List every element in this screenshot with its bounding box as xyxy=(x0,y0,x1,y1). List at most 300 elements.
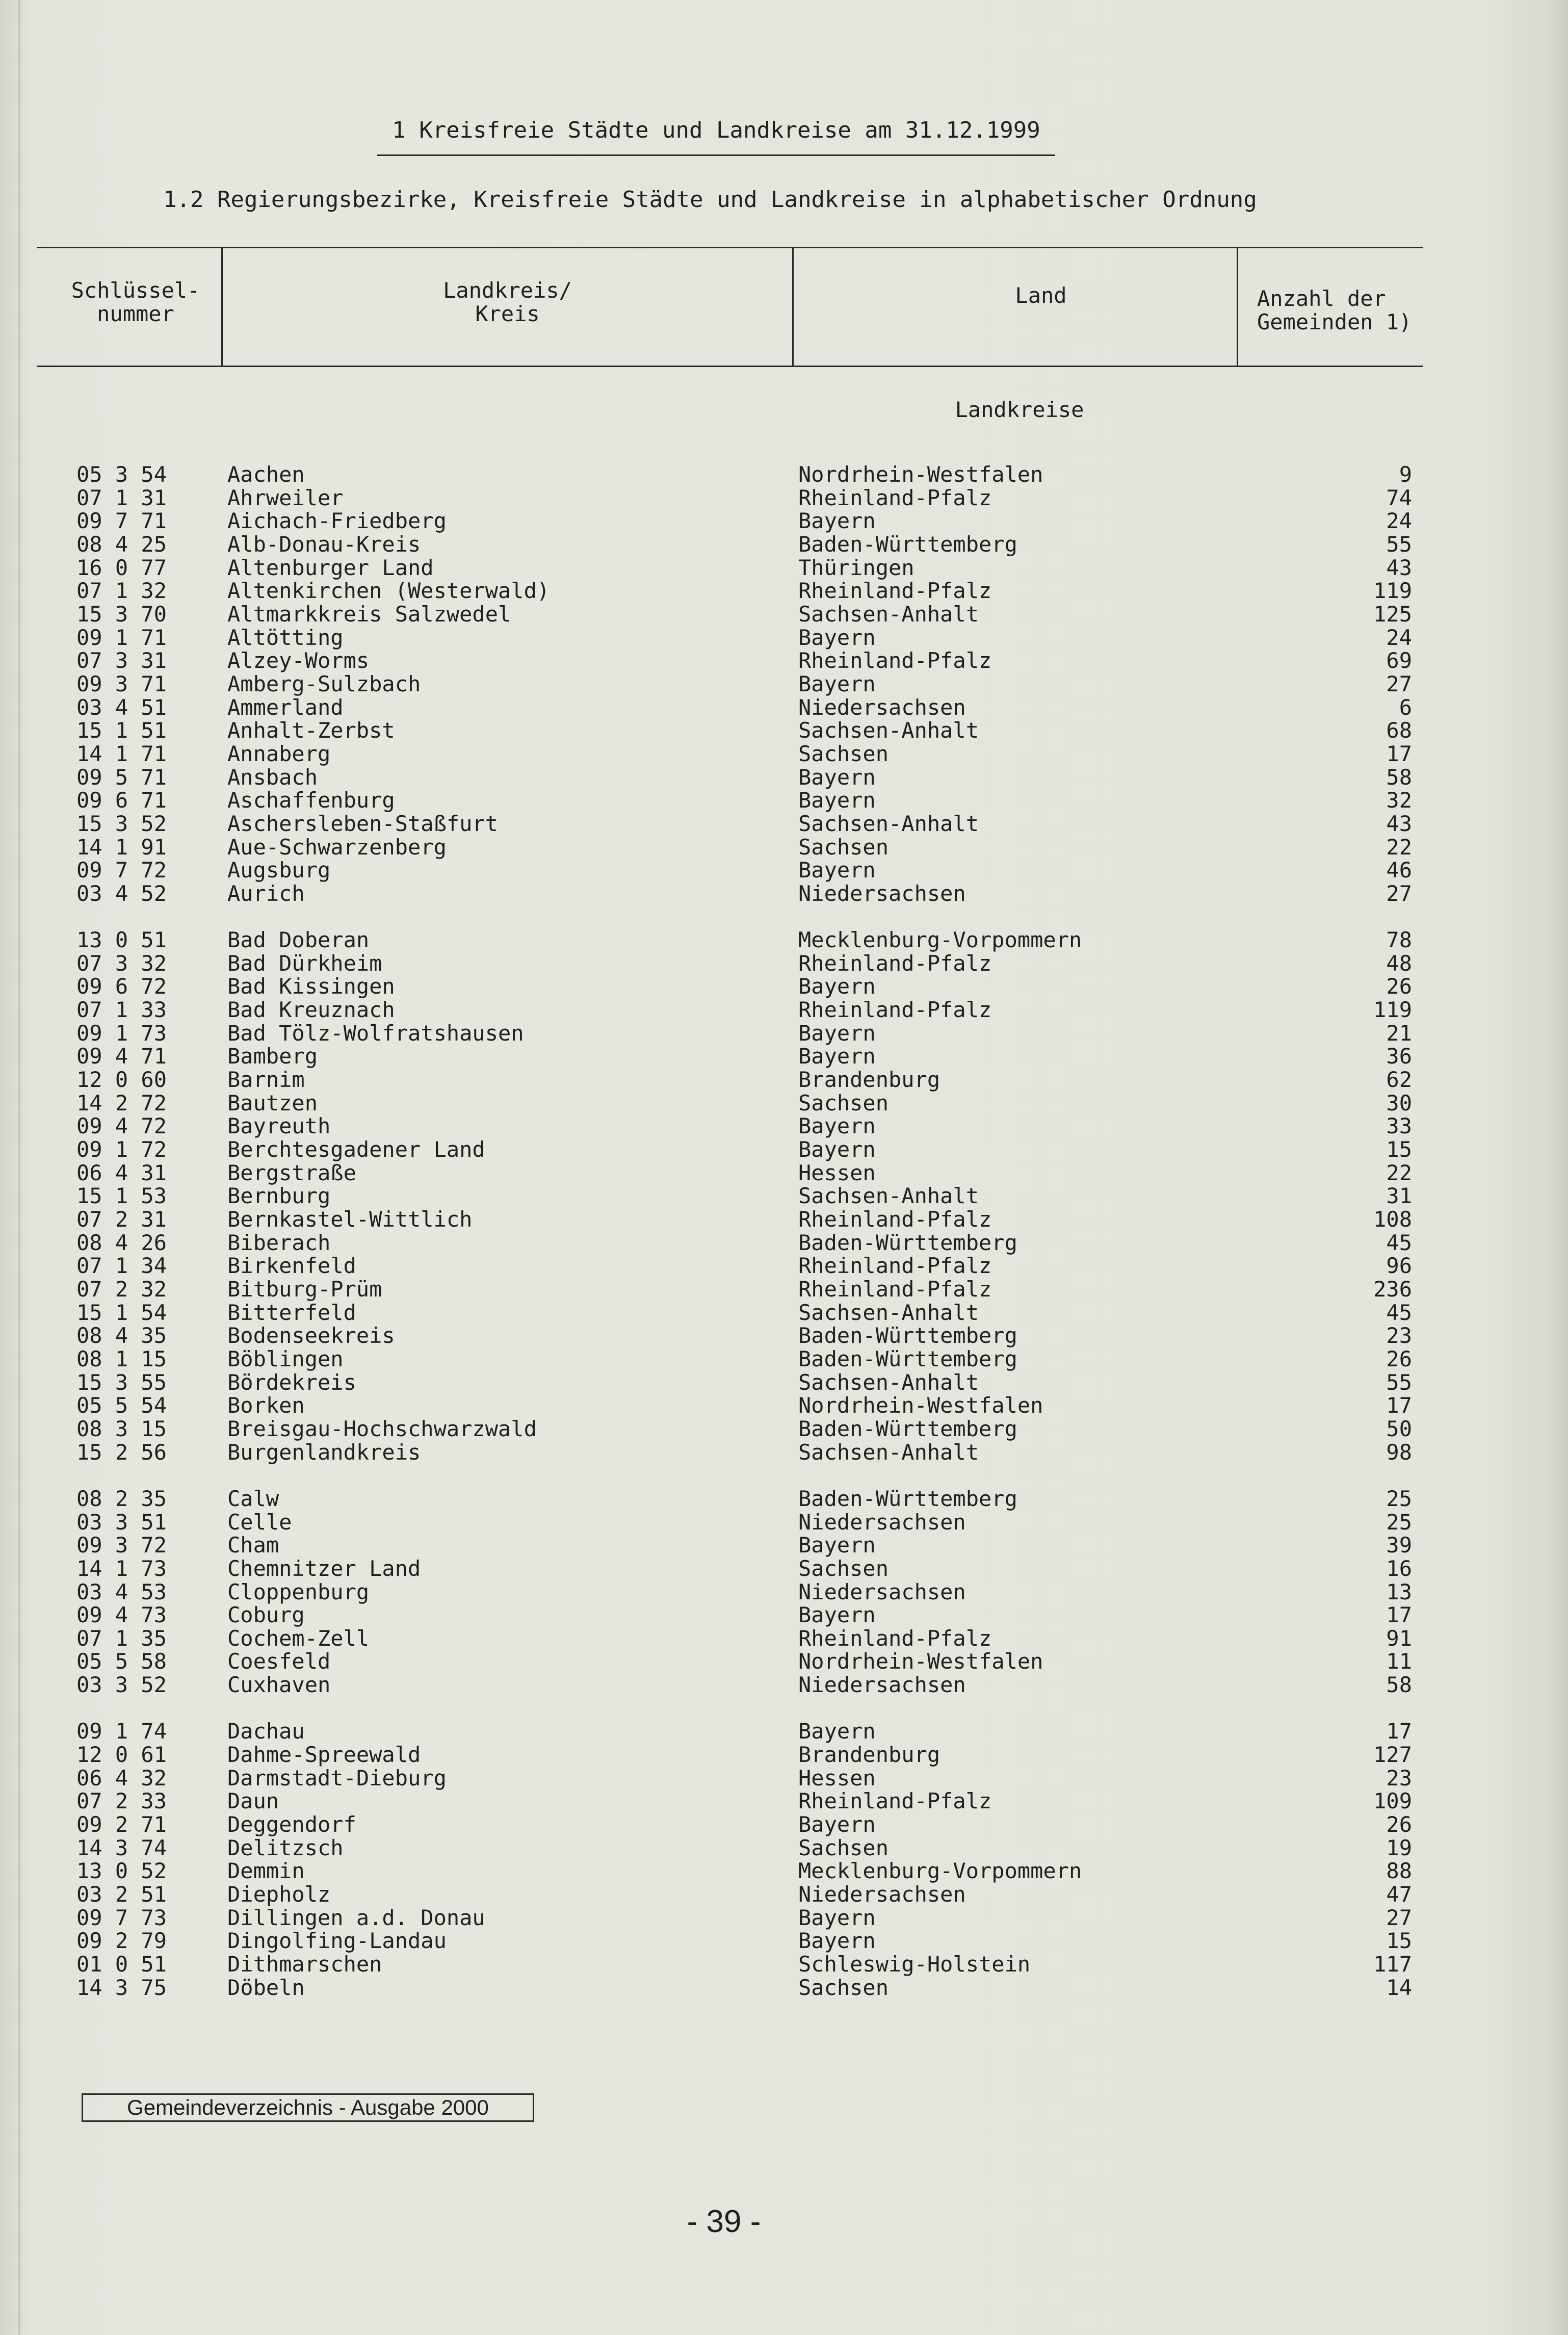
district-cell: Altmarkkreis Salzwedel xyxy=(227,601,511,627)
count-cell: 16 xyxy=(1386,1555,1412,1581)
count-cell: 55 xyxy=(1386,1369,1412,1395)
key-cell: 08 2 35 xyxy=(76,1486,167,1511)
state-cell: Rheinland-Pfalz xyxy=(798,485,992,510)
key-cell: 07 1 34 xyxy=(76,1253,167,1279)
table-row xyxy=(0,1324,1568,1347)
district-cell: Bitterfeld xyxy=(227,1300,356,1325)
count-cell: 17 xyxy=(1386,1602,1412,1628)
chapter-title-underline xyxy=(377,154,1055,156)
district-cell: Bördekreis xyxy=(227,1369,356,1395)
district-cell: Aichach-Friedberg xyxy=(227,508,447,534)
key-cell: 09 7 72 xyxy=(76,858,167,883)
state-cell: Brandenburg xyxy=(798,1067,940,1093)
key-cell: 07 2 32 xyxy=(76,1276,167,1302)
table-row xyxy=(0,603,1568,626)
key-cell: 08 1 15 xyxy=(76,1346,167,1371)
district-cell: Ammerland xyxy=(227,694,344,720)
table-row xyxy=(0,1929,1568,1953)
district-cell: Bad Dürkheim xyxy=(227,950,382,976)
key-cell: 14 2 72 xyxy=(76,1090,167,1115)
table-row xyxy=(0,1184,1568,1208)
district-cell: Dithmarschen xyxy=(227,1952,382,1977)
district-cell: Bitburg-Prüm xyxy=(227,1276,382,1302)
count-cell: 22 xyxy=(1386,1160,1412,1185)
state-cell: Sachsen-Anhalt xyxy=(798,1369,979,1395)
table-row xyxy=(0,1045,1568,1068)
key-cell: 06 4 31 xyxy=(76,1160,167,1185)
table-row xyxy=(0,1114,1568,1138)
district-cell: Biberach xyxy=(227,1230,331,1255)
district-cell: Cham xyxy=(227,1533,279,1558)
count-cell: 91 xyxy=(1386,1625,1412,1651)
table-row xyxy=(0,1511,1568,1534)
district-cell: Demmin xyxy=(227,1858,305,1884)
count-cell: 19 xyxy=(1386,1835,1412,1860)
state-cell: Hessen xyxy=(798,1160,876,1185)
count-cell: 48 xyxy=(1386,950,1412,976)
district-cell: Cloppenburg xyxy=(227,1579,370,1604)
table-row xyxy=(0,1417,1568,1441)
count-cell: 74 xyxy=(1386,485,1412,510)
count-cell: 119 xyxy=(1373,578,1412,604)
key-cell: 07 1 32 xyxy=(76,578,167,604)
table-row xyxy=(0,952,1568,975)
count-cell: 88 xyxy=(1386,1858,1412,1884)
state-cell: Bayern xyxy=(798,1812,876,1837)
key-cell: 13 0 51 xyxy=(76,927,167,953)
count-cell: 125 xyxy=(1373,601,1412,627)
count-cell: 24 xyxy=(1386,625,1412,650)
table-row xyxy=(0,1906,1568,1930)
table-row xyxy=(0,789,1568,812)
key-cell: 09 4 72 xyxy=(76,1113,167,1139)
table-row xyxy=(0,1976,1568,2000)
key-cell: 15 1 51 xyxy=(76,718,167,743)
district-cell: Bad Doberan xyxy=(227,927,370,953)
key-cell: 08 4 35 xyxy=(76,1323,167,1348)
district-cell: Bergstraße xyxy=(227,1160,356,1185)
table-row xyxy=(0,812,1568,836)
key-cell: 12 0 61 xyxy=(76,1742,167,1768)
count-cell: 26 xyxy=(1386,1346,1412,1371)
table-row xyxy=(0,649,1568,672)
column-key-line1: Schlüssel- xyxy=(71,278,200,303)
district-cell: Berchtesgadener Land xyxy=(227,1137,485,1162)
district-cell: Altötting xyxy=(227,625,344,650)
district-cell: Cuxhaven xyxy=(227,1672,331,1698)
table-row xyxy=(0,998,1568,1022)
key-cell: 09 1 71 xyxy=(76,625,167,650)
key-cell: 07 3 32 xyxy=(76,950,167,976)
table-row xyxy=(0,1347,1568,1371)
district-cell: Burgenlandkreis xyxy=(227,1439,421,1465)
district-cell: Breisgau-Hochschwarzwald xyxy=(227,1416,537,1441)
count-cell: 13 xyxy=(1386,1579,1412,1604)
state-cell: Sachsen-Anhalt xyxy=(798,811,979,836)
column-state xyxy=(794,284,1288,366)
district-cell: Delitzsch xyxy=(227,1835,344,1860)
key-cell: 09 7 71 xyxy=(76,508,167,534)
count-cell: 55 xyxy=(1386,531,1412,557)
column-district xyxy=(223,279,792,366)
table-row xyxy=(0,859,1568,882)
key-cell: 09 6 71 xyxy=(76,788,167,813)
count-cell: 98 xyxy=(1386,1439,1412,1465)
count-cell: 17 xyxy=(1386,1719,1412,1744)
count-cell: 236 xyxy=(1373,1276,1412,1302)
district-cell: Coesfeld xyxy=(227,1649,331,1674)
table-row xyxy=(0,1580,1568,1604)
key-cell: 01 0 51 xyxy=(76,1952,167,1977)
state-cell: Sachsen-Anhalt xyxy=(798,601,979,627)
key-cell: 15 3 70 xyxy=(76,601,167,627)
district-cell: Dahme-Spreewald xyxy=(227,1742,421,1768)
table-row xyxy=(0,626,1568,650)
key-cell: 05 5 58 xyxy=(76,1649,167,1674)
table-row xyxy=(0,696,1568,719)
state-cell: Nordrhein-Westfalen xyxy=(798,1393,1043,1418)
key-cell: 07 1 31 xyxy=(76,485,167,510)
state-cell: Bayern xyxy=(798,671,876,696)
table-row xyxy=(0,1743,1568,1767)
state-cell: Mecklenburg-Vorpommern xyxy=(798,927,1082,953)
table-row xyxy=(0,1487,1568,1511)
state-cell: Nordrhein-Westfalen xyxy=(798,1649,1043,1674)
district-cell: Diepholz xyxy=(227,1882,331,1907)
count-cell: 45 xyxy=(1386,1300,1412,1325)
table-row xyxy=(0,882,1568,905)
state-cell: Sachsen-Anhalt xyxy=(798,718,979,743)
state-cell: Hessen xyxy=(798,1765,876,1791)
table-row xyxy=(0,486,1568,510)
state-cell: Niedersachsen xyxy=(798,880,966,906)
district-cell: Darmstadt-Dieburg xyxy=(227,1765,447,1791)
count-cell: 58 xyxy=(1386,1672,1412,1698)
count-cell: 69 xyxy=(1386,648,1412,673)
key-cell: 13 0 52 xyxy=(76,1858,167,1884)
state-cell: Baden-Württemberg xyxy=(798,1486,1017,1511)
state-cell: Bayern xyxy=(798,1719,876,1744)
table-row xyxy=(0,1068,1568,1092)
column-count xyxy=(1257,287,1423,366)
table-row xyxy=(0,509,1568,533)
table-row xyxy=(0,1371,1568,1394)
chapter-title xyxy=(377,115,1055,156)
column-state-label: Land xyxy=(1015,283,1067,308)
state-cell: Rheinland-Pfalz xyxy=(798,578,992,604)
state-cell: Bayern xyxy=(798,858,876,883)
district-cell: Alb-Donau-Kreis xyxy=(227,531,421,557)
table-row xyxy=(0,1394,1568,1417)
state-cell: Niedersachsen xyxy=(798,1579,966,1604)
table-row xyxy=(0,1767,1568,1790)
table-row xyxy=(0,1161,1568,1185)
key-cell: 15 2 56 xyxy=(76,1439,167,1465)
district-cell: Altenkirchen (Westerwald) xyxy=(227,578,550,604)
key-cell: 05 3 54 xyxy=(76,462,167,487)
count-cell: 39 xyxy=(1386,1533,1412,1558)
key-cell: 06 4 32 xyxy=(76,1765,167,1791)
state-cell: Rheinland-Pfalz xyxy=(798,997,992,1023)
table-row xyxy=(0,836,1568,859)
count-cell: 26 xyxy=(1386,1812,1412,1837)
state-cell: Sachsen-Anhalt xyxy=(798,1183,979,1209)
state-cell: Bayern xyxy=(798,625,876,650)
state-cell: Brandenburg xyxy=(798,1742,940,1768)
count-cell: 23 xyxy=(1386,1765,1412,1791)
key-cell: 07 1 33 xyxy=(76,997,167,1023)
table-row xyxy=(0,556,1568,580)
table-row xyxy=(0,533,1568,556)
count-cell: 27 xyxy=(1386,1905,1412,1930)
state-cell: Thüringen xyxy=(798,555,914,580)
count-cell: 43 xyxy=(1386,811,1412,836)
district-cell: Augsburg xyxy=(227,858,331,883)
key-cell: 09 6 72 xyxy=(76,974,167,999)
state-cell: Baden-Württemberg xyxy=(798,1230,1017,1255)
count-cell: 22 xyxy=(1386,834,1412,860)
count-cell: 36 xyxy=(1386,1044,1412,1069)
chapter-title-text: 1 Kreisfreie Städte und Landkreise am 31.12.1999 xyxy=(392,117,1040,143)
district-cell: Bad Kreuznach xyxy=(227,997,395,1023)
district-cell: Borken xyxy=(227,1393,305,1418)
district-cell: Annaberg xyxy=(227,741,331,766)
district-cell: Aachen xyxy=(227,462,305,487)
key-cell: 09 5 71 xyxy=(76,764,167,790)
district-cell: Coburg xyxy=(227,1602,305,1628)
table-row xyxy=(0,1231,1568,1255)
state-cell: Bayern xyxy=(798,788,876,813)
key-cell: 03 2 51 xyxy=(76,1882,167,1907)
key-cell: 14 1 71 xyxy=(76,741,167,766)
district-cell: Celle xyxy=(227,1509,292,1535)
state-cell: Bayern xyxy=(798,974,876,999)
district-cell: Anhalt-Zerbst xyxy=(227,718,395,743)
district-cell: Bad Kissingen xyxy=(227,974,395,999)
state-cell: Bayern xyxy=(798,764,876,790)
state-cell: Bayern xyxy=(798,1020,876,1046)
table-row xyxy=(0,1441,1568,1464)
state-cell: Bayern xyxy=(798,1533,876,1558)
table-row xyxy=(0,719,1568,742)
table-row xyxy=(0,928,1568,952)
count-cell: 109 xyxy=(1373,1788,1412,1814)
table-header xyxy=(37,247,1423,367)
key-cell: 09 3 71 xyxy=(76,671,167,696)
state-cell: Baden-Württemberg xyxy=(798,1416,1017,1441)
key-cell: 14 3 74 xyxy=(76,1835,167,1860)
district-cell: Birkenfeld xyxy=(227,1253,356,1279)
state-cell: Bayern xyxy=(798,1044,876,1069)
column-district-line1: Landkreis/ xyxy=(443,278,572,303)
district-cell: Dachau xyxy=(227,1719,305,1744)
district-cell: Ansbach xyxy=(227,764,318,790)
count-cell: 119 xyxy=(1373,997,1412,1023)
count-cell: 27 xyxy=(1386,671,1412,696)
key-cell: 08 4 25 xyxy=(76,531,167,557)
header-divider xyxy=(1237,248,1238,366)
table-row xyxy=(0,766,1568,789)
state-cell: Rheinland-Pfalz xyxy=(798,950,992,976)
count-cell: 32 xyxy=(1386,788,1412,813)
count-cell: 78 xyxy=(1386,927,1412,953)
state-cell: Sachsen xyxy=(798,741,889,766)
state-cell: Sachsen xyxy=(798,1835,889,1860)
count-cell: 46 xyxy=(1386,858,1412,883)
key-cell: 07 3 31 xyxy=(76,648,167,673)
count-cell: 62 xyxy=(1386,1067,1412,1093)
table-row xyxy=(0,1883,1568,1906)
district-cell: Dillingen a.d. Donau xyxy=(227,1905,485,1930)
state-cell: Mecklenburg-Vorpommern xyxy=(798,1858,1082,1884)
district-cell: Amberg-Sulzbach xyxy=(227,671,421,696)
page-number: - 39 - xyxy=(687,2204,761,2239)
count-cell: 9 xyxy=(1399,462,1412,487)
district-cell: Calw xyxy=(227,1486,279,1511)
state-cell: Rheinland-Pfalz xyxy=(798,1207,992,1232)
key-cell: 09 2 71 xyxy=(76,1812,167,1837)
key-cell: 03 4 53 xyxy=(76,1579,167,1604)
key-cell: 03 4 52 xyxy=(76,880,167,906)
table-row xyxy=(0,1092,1568,1115)
table-row xyxy=(0,1673,1568,1697)
district-cell: Böblingen xyxy=(227,1346,344,1371)
district-cell: Aschaffenburg xyxy=(227,788,395,813)
count-cell: 31 xyxy=(1386,1183,1412,1209)
table-title: 1.2 Regierungsbezirke, Kreisfreie Städte und Landkreise in alphabetischer Ordnung xyxy=(163,187,1257,213)
key-cell: 15 3 52 xyxy=(76,811,167,836)
table-row xyxy=(0,1789,1568,1813)
district-cell: Aschersleben-Staßfurt xyxy=(227,811,499,836)
count-cell: 21 xyxy=(1386,1020,1412,1046)
count-cell: 25 xyxy=(1386,1486,1412,1511)
district-cell: Chemnitzer Land xyxy=(227,1555,421,1581)
key-cell: 16 0 77 xyxy=(76,555,167,580)
table-row xyxy=(0,1859,1568,1883)
key-cell: 15 1 53 xyxy=(76,1183,167,1209)
key-cell: 07 1 35 xyxy=(76,1625,167,1651)
table-row xyxy=(0,742,1568,766)
table-row xyxy=(0,1208,1568,1231)
table-row xyxy=(0,463,1568,486)
count-cell: 117 xyxy=(1373,1952,1412,1977)
state-cell: Sachsen-Anhalt xyxy=(798,1439,979,1465)
district-cell: Bautzen xyxy=(227,1090,318,1115)
key-cell: 03 3 52 xyxy=(76,1672,167,1698)
column-key-line2: nummer xyxy=(97,301,174,326)
count-cell: 14 xyxy=(1386,1975,1412,2000)
table-row xyxy=(0,1534,1568,1557)
key-cell: 09 1 74 xyxy=(76,1719,167,1744)
state-cell: Sachsen xyxy=(798,834,889,860)
key-cell: 09 2 79 xyxy=(76,1928,167,1954)
column-count-line1: Anzahl der xyxy=(1257,286,1386,311)
state-cell: Sachsen xyxy=(798,1975,889,2000)
state-cell: Baden-Württemberg xyxy=(798,531,1017,557)
state-cell: Baden-Württemberg xyxy=(798,1323,1017,1348)
count-cell: 17 xyxy=(1386,1393,1412,1418)
count-cell: 43 xyxy=(1386,555,1412,580)
district-cell: Bad Tölz-Wolfratshausen xyxy=(227,1020,524,1046)
state-cell: Bayern xyxy=(798,1928,876,1954)
state-cell: Bayern xyxy=(798,1905,876,1930)
count-cell: 30 xyxy=(1386,1090,1412,1115)
table-row xyxy=(0,1813,1568,1836)
state-cell: Sachsen xyxy=(798,1555,889,1581)
district-cell: Bodenseekreis xyxy=(227,1323,395,1348)
count-cell: 33 xyxy=(1386,1113,1412,1139)
count-cell: 23 xyxy=(1386,1323,1412,1348)
key-cell: 09 7 73 xyxy=(76,1905,167,1930)
key-cell: 03 4 51 xyxy=(76,694,167,720)
key-cell: 14 1 73 xyxy=(76,1555,167,1581)
district-cell: Barnim xyxy=(227,1067,305,1093)
count-cell: 6 xyxy=(1399,694,1412,720)
state-cell: Bayern xyxy=(798,1602,876,1628)
district-table-body xyxy=(0,463,1568,1999)
publication-footer: Gemeindeverzeichnis - Ausgabe 2000 xyxy=(82,2093,534,2122)
state-cell: Bayern xyxy=(798,508,876,534)
count-cell: 96 xyxy=(1386,1253,1412,1279)
state-cell: Rheinland-Pfalz xyxy=(798,1788,992,1814)
table-row xyxy=(0,1557,1568,1580)
district-cell: Bernburg xyxy=(227,1183,331,1209)
count-cell: 15 xyxy=(1386,1137,1412,1162)
table-row xyxy=(0,1301,1568,1325)
district-cell: Aue-Schwarzenberg xyxy=(227,834,447,860)
column-count-line2: Gemeinden 1) xyxy=(1257,309,1412,334)
table-row xyxy=(0,1022,1568,1045)
section-heading: Landkreise xyxy=(955,397,1084,422)
key-cell: 09 1 73 xyxy=(76,1020,167,1046)
state-cell: Niedersachsen xyxy=(798,1509,966,1535)
table-row xyxy=(0,1627,1568,1650)
state-cell: Niedersachsen xyxy=(798,694,966,720)
state-cell: Bayern xyxy=(798,1113,876,1139)
key-cell: 15 1 54 xyxy=(76,1300,167,1325)
count-cell: 25 xyxy=(1386,1509,1412,1535)
key-cell: 14 3 75 xyxy=(76,1975,167,2000)
table-row xyxy=(0,1650,1568,1673)
state-cell: Rheinland-Pfalz xyxy=(798,648,992,673)
district-cell: Bamberg xyxy=(227,1044,318,1069)
count-cell: 11 xyxy=(1386,1649,1412,1674)
district-cell: Döbeln xyxy=(227,1975,305,2000)
state-cell: Rheinland-Pfalz xyxy=(798,1276,992,1302)
key-cell: 12 0 60 xyxy=(76,1067,167,1093)
state-cell: Sachsen xyxy=(798,1090,889,1115)
count-cell: 27 xyxy=(1386,880,1412,906)
table-row xyxy=(0,579,1568,603)
key-cell: 09 3 72 xyxy=(76,1533,167,1558)
district-cell: Altenburger Land xyxy=(227,555,434,580)
state-cell: Rheinland-Pfalz xyxy=(798,1625,992,1651)
count-cell: 24 xyxy=(1386,508,1412,534)
state-cell: Niedersachsen xyxy=(798,1672,966,1698)
key-cell: 09 4 73 xyxy=(76,1602,167,1628)
district-cell: Daun xyxy=(227,1788,279,1814)
district-cell: Bayreuth xyxy=(227,1113,331,1139)
key-cell: 07 2 33 xyxy=(76,1788,167,1814)
district-cell: Cochem-Zell xyxy=(227,1625,370,1651)
district-cell: Dingolfing-Landau xyxy=(227,1928,447,1954)
district-cell: Bernkastel-Wittlich xyxy=(227,1207,473,1232)
table-row xyxy=(0,1720,1568,1743)
column-district-line2: Kreis xyxy=(475,301,540,326)
key-cell: 08 3 15 xyxy=(76,1416,167,1441)
count-cell: 68 xyxy=(1386,718,1412,743)
count-cell: 50 xyxy=(1386,1416,1412,1441)
